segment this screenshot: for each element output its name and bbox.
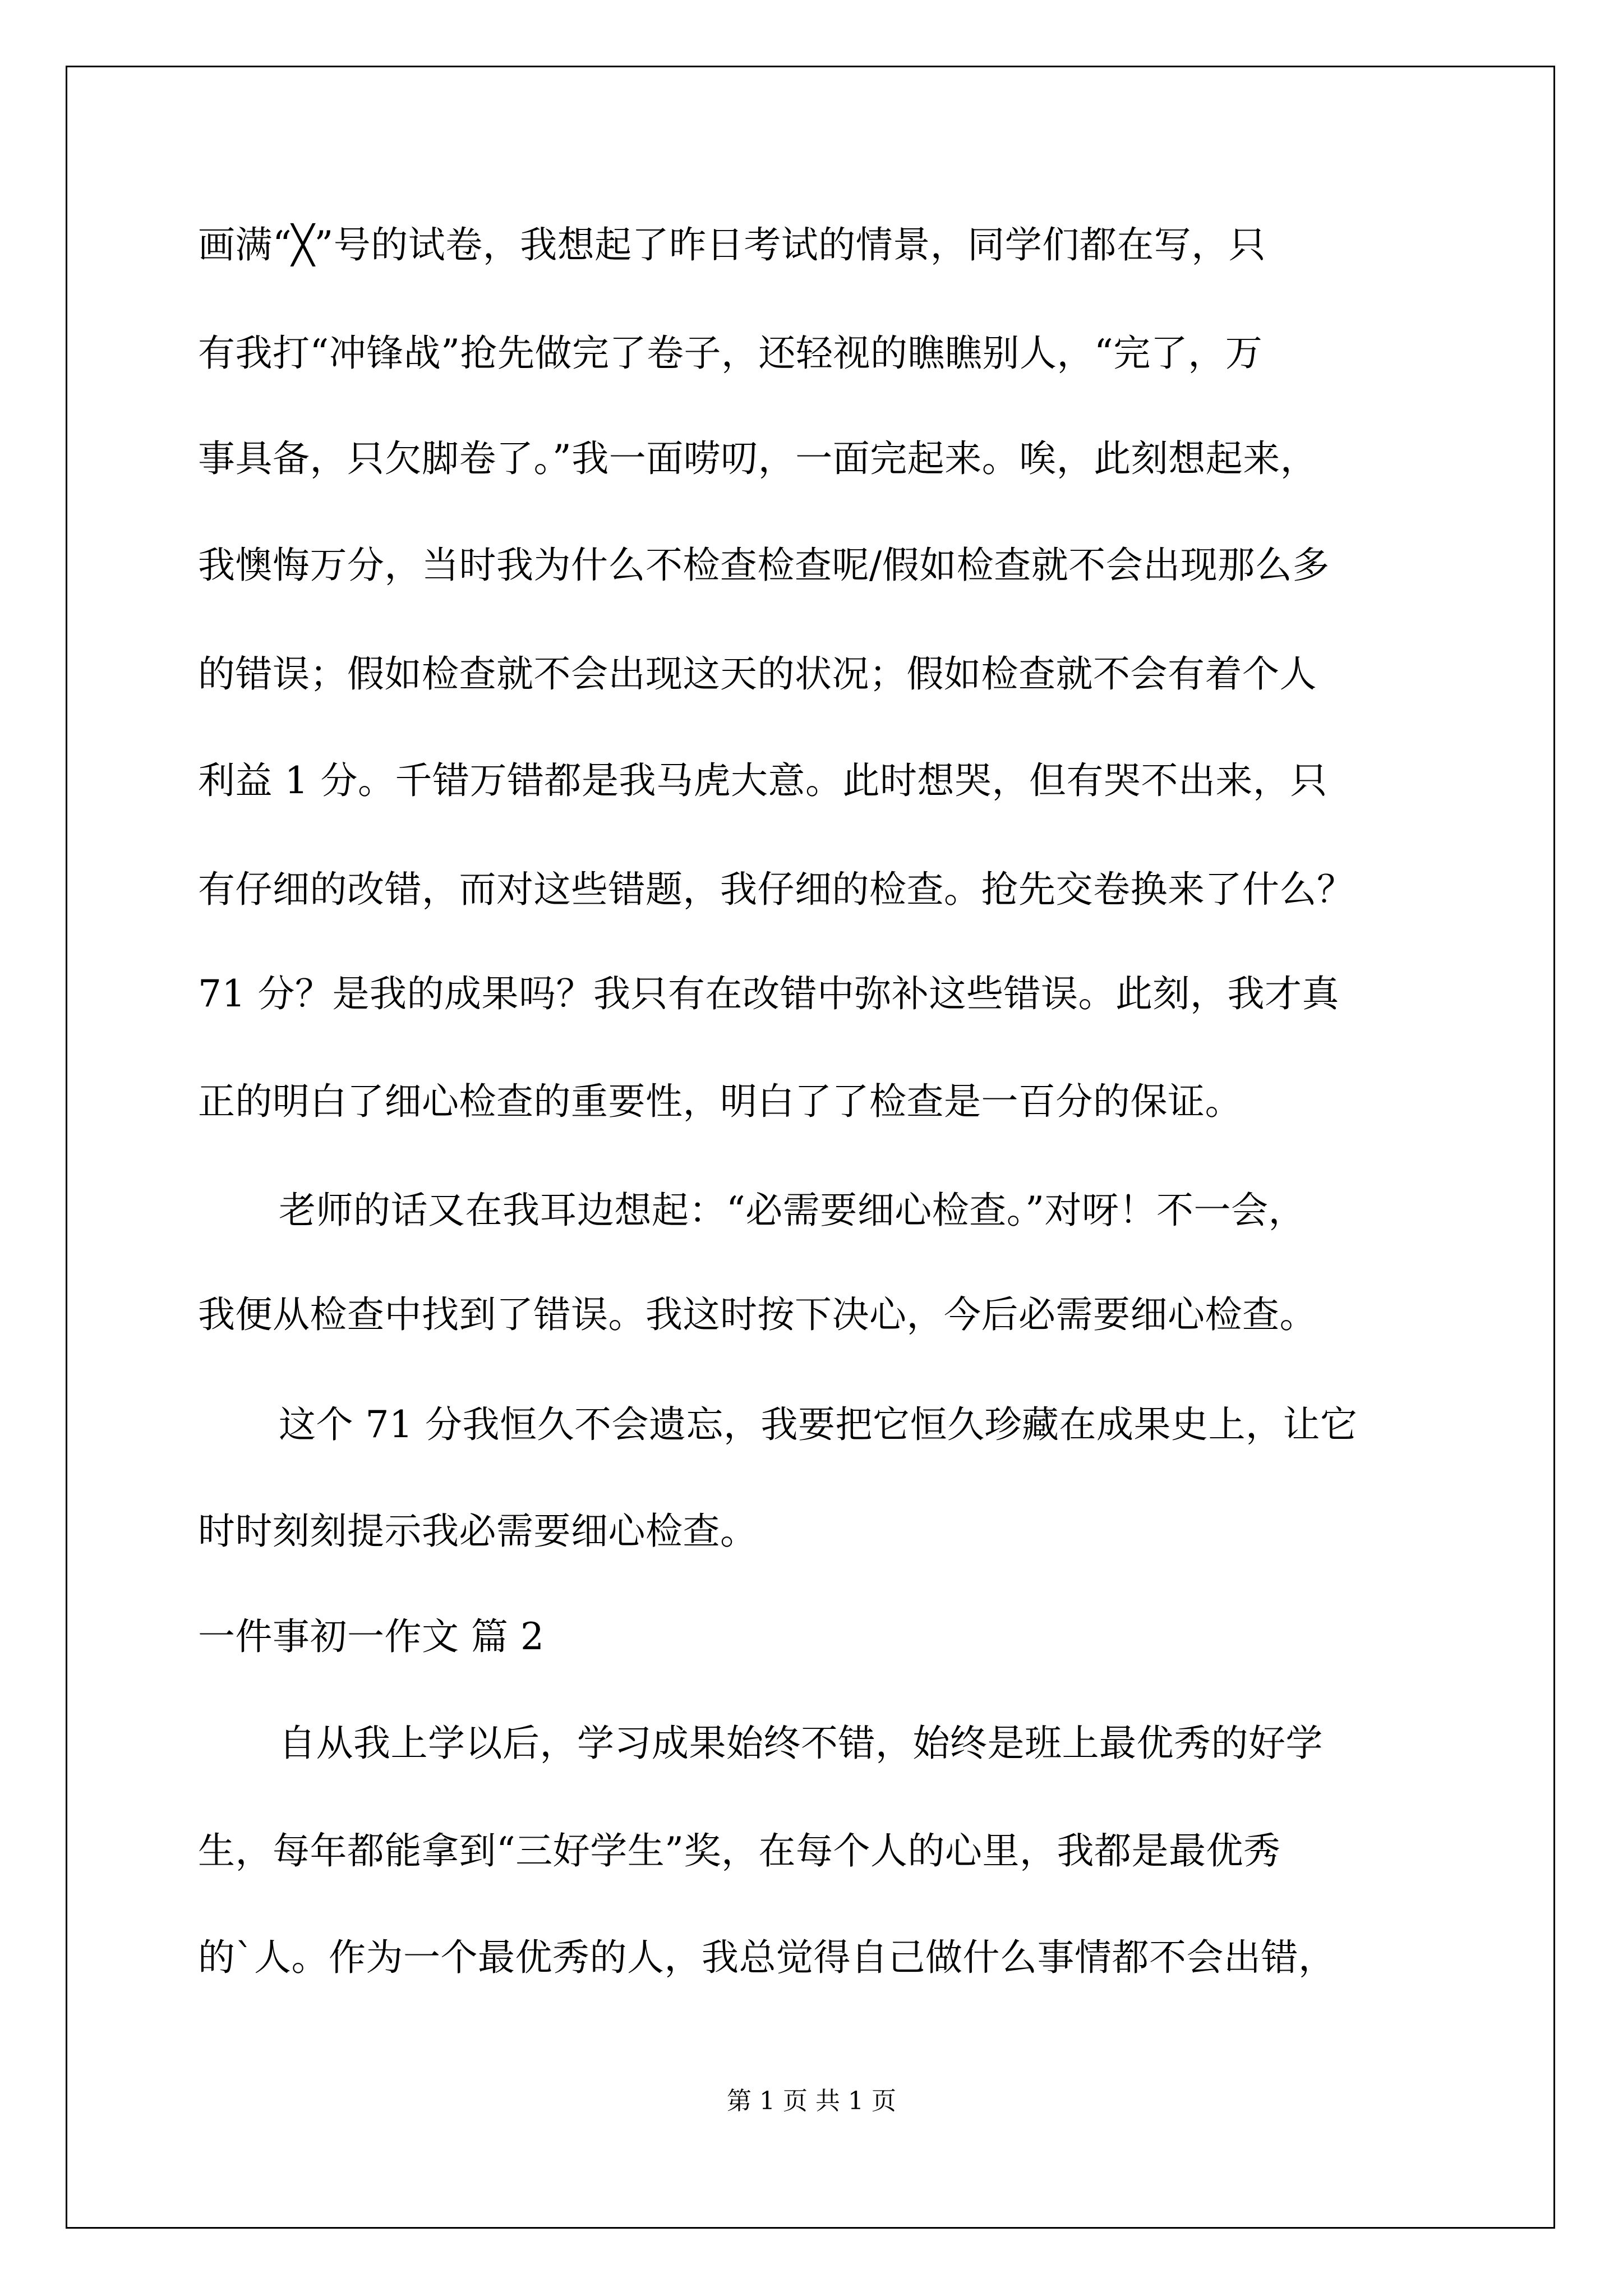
- text-line-8: 71 分？是我的成果吗？我只有在改错中弥补这些错误。此刻，我才真: [198, 972, 1339, 1015]
- text-line-10: 老师的话又在我耳边想起：“必需要细心检查。”对呀！不一会，: [279, 1189, 1306, 1232]
- text-line-6: 利益 1 分。千错万错都是我马虎大意。此时想哭，但有哭不出来，只: [198, 759, 1327, 802]
- text-line-3: 事具备，只欠脚卷了。”我一面唠叨，一面完起来。唉，此刻想起来，: [198, 437, 1318, 480]
- text-line-16: 生，每年都能拿到“三好学生”奖，在每个人的心里，我都是最优秀: [198, 1829, 1281, 1872]
- text-line-17: 的`人。作为一个最优秀的人，我总觉得自己做什么事情都不会出错，: [198, 1936, 1336, 1979]
- text-line-1: 画满“╳”号的试卷，我想起了昨日考试的情景，同学们都在写，只: [198, 223, 1266, 266]
- text-line-13: 时时刻刻提示我必需要细心检查。: [198, 1510, 758, 1553]
- section-heading: 一件事初一作文 篇 2: [198, 1615, 545, 1658]
- text-line-15: 自从我上学以后，学习成果始终不错，始终是班上最优秀的好学: [279, 1722, 1323, 1765]
- text-line-4: 我懊悔万分，当时我为什么不检查检查呢/假如检查就不会出现那么多: [198, 544, 1330, 587]
- text-line-2: 有我打“冲锋战”抢先做完了卷子，还轻视的瞧瞧别人，“完了，万: [198, 332, 1263, 375]
- text-line-9: 正的明白了细心检查的重要性，明白了了检查是一百分的保证。: [198, 1080, 1242, 1123]
- page-number: 第 1 页 共 1 页: [727, 2087, 896, 2115]
- text-line-7: 有仔细的改错，而对这些错题，我仔细的检查。抢先交卷换来了什么？: [198, 868, 1354, 911]
- text-line-12: 这个 71 分我恒久不会遗忘，我要把它恒久珍藏在成果史上，让它: [279, 1403, 1358, 1446]
- text-line-11: 我便从检查中找到了错误。我这时按下决心，今后必需要细心检查。: [198, 1293, 1317, 1336]
- page-border: [66, 66, 1555, 2229]
- text-line-5: 的错误；假如检查就不会出现这天的状况；假如检查就不会有着个人: [198, 652, 1317, 696]
